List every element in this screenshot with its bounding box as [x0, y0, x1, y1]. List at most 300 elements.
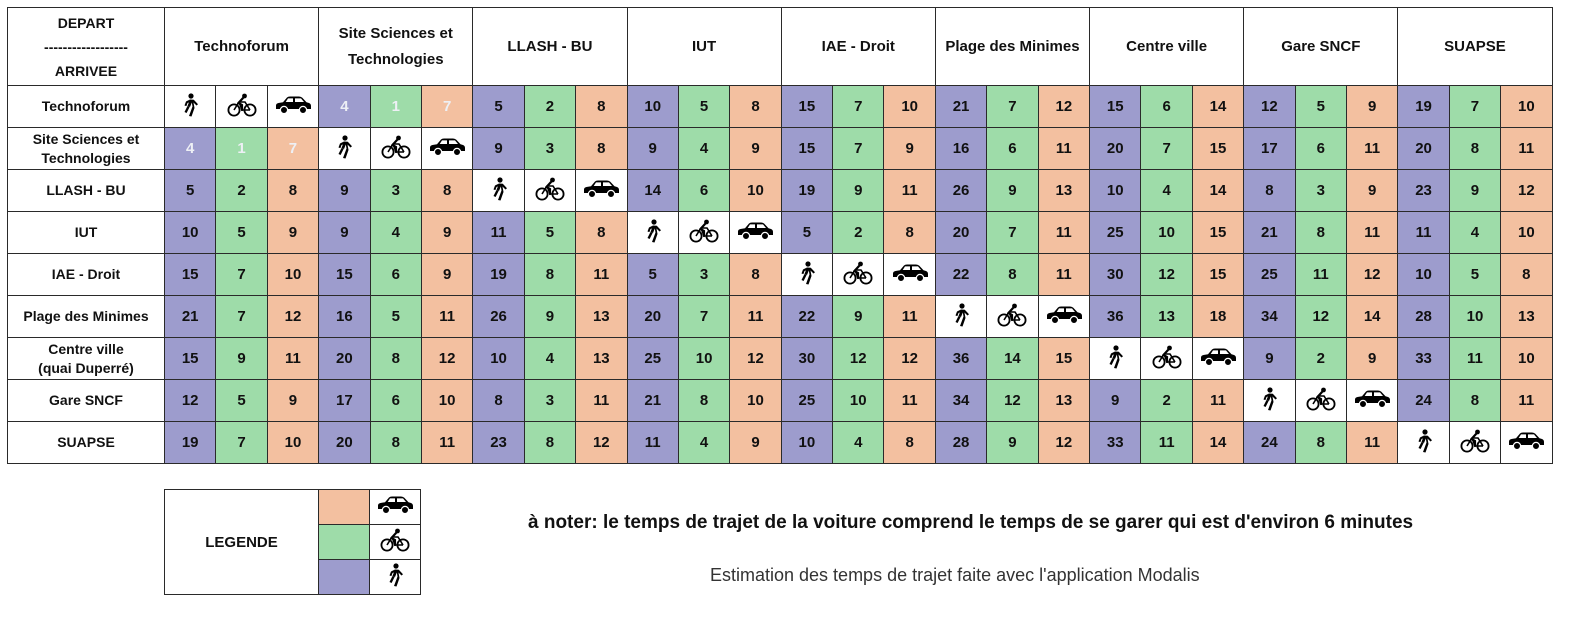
- time-cell-bike: 8: [524, 422, 575, 464]
- arrivee-label: ARRIVEE: [54, 62, 118, 79]
- time-cell-walk: 14: [627, 170, 678, 212]
- time-cell-walk: 8: [1244, 170, 1295, 212]
- time-cell-walk: 26: [473, 296, 524, 338]
- time-cell-bike: 6: [370, 254, 421, 296]
- time-cell-walk: 33: [1398, 338, 1449, 380]
- time-cell-bike: 8: [1295, 422, 1346, 464]
- time-cell-bike: 2: [524, 86, 575, 128]
- time-cell-bike: 9: [987, 422, 1038, 464]
- mode-icon-cell: [267, 86, 318, 128]
- time-cell-car: 11: [1192, 380, 1243, 422]
- parking-note: à noter: le temps de trajet de la voiture comprend le temps de se garer qui est d'environ 6 minutes: [528, 512, 1414, 533]
- time-cell-car: 11: [1346, 422, 1397, 464]
- time-cell-bike: 10: [1449, 296, 1500, 338]
- time-cell-bike: 7: [216, 296, 267, 338]
- time-cell-bike: 12: [1141, 254, 1192, 296]
- table-row: [8, 422, 1553, 464]
- time-cell-walk: 9: [319, 212, 370, 254]
- time-cell-walk: 21: [627, 380, 678, 422]
- arrivee-label: [8, 86, 165, 128]
- time-cell-walk: 15: [781, 86, 832, 128]
- arrivee-label-line: LLASH - BU: [46, 182, 126, 198]
- time-cell-bike: 7: [216, 254, 267, 296]
- time-cell-car: 14: [1192, 170, 1243, 212]
- time-cell-car: 9: [1346, 170, 1397, 212]
- arrivee-label-line: Centre ville: [48, 340, 124, 357]
- time-cell-bike: 7: [833, 86, 884, 128]
- car-icon: [1353, 389, 1391, 413]
- time-cell-car: 8: [576, 212, 627, 254]
- mode-icon-cell: [216, 86, 267, 128]
- table-row: [8, 296, 1553, 338]
- time-cell-walk: 8: [473, 380, 524, 422]
- time-cell-bike: 3: [370, 170, 421, 212]
- table-row: [8, 254, 1553, 296]
- time-cell-bike: 4: [833, 422, 884, 464]
- time-cell-car: 9: [421, 254, 472, 296]
- mode-icon-cell: [1141, 338, 1192, 380]
- time-cell-walk: 20: [1090, 128, 1141, 170]
- car-icon: [1507, 431, 1545, 455]
- time-cell-bike: 7: [1141, 128, 1192, 170]
- depart-header: IAE - Droit: [781, 8, 935, 86]
- time-cell-bike: 4: [370, 212, 421, 254]
- time-cell-car: 12: [576, 422, 627, 464]
- time-cell-bike: 11: [1295, 254, 1346, 296]
- mode-icon-cell: [1090, 338, 1141, 380]
- arrivee-label: [8, 128, 165, 170]
- time-cell-bike: 8: [678, 380, 729, 422]
- depart-header: IUT: [627, 8, 781, 86]
- time-cell-walk: 19: [1398, 86, 1449, 128]
- bicycle-icon: [227, 93, 257, 121]
- time-cell-bike: 5: [370, 296, 421, 338]
- time-cell-walk: 5: [473, 86, 524, 128]
- time-cell-walk: 19: [781, 170, 832, 212]
- time-cell-walk: 19: [473, 254, 524, 296]
- time-cell-car: 15: [1192, 212, 1243, 254]
- time-cell-car: 12: [1038, 422, 1089, 464]
- time-cell-walk: 15: [781, 128, 832, 170]
- time-cell-car: 11: [1038, 212, 1089, 254]
- legend-label: LEGENDE: [165, 490, 319, 595]
- time-cell-car: 14: [1192, 86, 1243, 128]
- time-cell-car: 11: [1346, 128, 1397, 170]
- time-cell-walk: 34: [1244, 296, 1295, 338]
- depart-header: Site Sciences et Technologies: [319, 8, 473, 86]
- time-cell-bike: 7: [833, 128, 884, 170]
- time-cell-walk: 15: [319, 254, 370, 296]
- time-cell-car: 11: [1038, 128, 1089, 170]
- time-cell-walk: 9: [627, 128, 678, 170]
- time-cell-bike: 6: [987, 128, 1038, 170]
- legend-icon-cell: [370, 490, 421, 525]
- depart-header: LLASH - BU: [473, 8, 627, 86]
- bicycle-icon: [535, 177, 565, 205]
- walking-person-icon: [490, 177, 508, 205]
- time-cell-car: 11: [421, 296, 472, 338]
- time-cell-car: 8: [267, 170, 318, 212]
- mode-icon-cell: [833, 254, 884, 296]
- time-cell-bike: 9: [524, 296, 575, 338]
- bicycle-icon: [381, 135, 411, 163]
- walking-person-icon: [1260, 387, 1278, 415]
- depart-header: Gare SNCF: [1244, 8, 1398, 86]
- mode-icon-cell: [1449, 422, 1500, 464]
- time-cell-car: 15: [1038, 338, 1089, 380]
- time-cell-bike: 11: [1141, 422, 1192, 464]
- time-cell-bike: 1: [370, 86, 421, 128]
- time-cell-walk: 28: [935, 422, 986, 464]
- time-cell-car: 9: [267, 380, 318, 422]
- time-cell-car: 8: [730, 86, 781, 128]
- walking-person-icon: [386, 563, 404, 592]
- time-cell-car: 8: [421, 170, 472, 212]
- time-cell-walk: 25: [1244, 254, 1295, 296]
- time-cell-bike: 6: [370, 380, 421, 422]
- mode-icon-cell: [473, 170, 524, 212]
- mode-icon-cell: [987, 296, 1038, 338]
- time-cell-bike: 11: [1449, 338, 1500, 380]
- separator: ------------------: [44, 38, 128, 55]
- car-icon: [891, 263, 929, 287]
- legend-icon-cell: [370, 525, 421, 560]
- arrivee-label-line: Technologies: [41, 149, 131, 166]
- time-cell-walk: 19: [165, 422, 216, 464]
- time-cell-bike: 2: [1295, 338, 1346, 380]
- car-icon: [274, 95, 312, 119]
- time-cell-walk: 36: [935, 338, 986, 380]
- time-cell-car: 8: [884, 212, 935, 254]
- bicycle-icon: [997, 303, 1027, 331]
- time-cell-bike: 7: [1449, 86, 1500, 128]
- time-cell-walk: 24: [1244, 422, 1295, 464]
- time-cell-car: 10: [1501, 212, 1552, 254]
- time-cell-bike: 7: [987, 86, 1038, 128]
- arrivee-label: [8, 338, 165, 380]
- mode-icon-cell: [1501, 422, 1552, 464]
- arrivee-label-line: Site Sciences et: [32, 130, 140, 147]
- time-cell-bike: 10: [678, 338, 729, 380]
- mode-icon-cell: [1398, 422, 1449, 464]
- mode-icon-cell: [1192, 338, 1243, 380]
- time-cell-walk: 25: [781, 380, 832, 422]
- mode-icon-cell: [576, 170, 627, 212]
- walking-person-icon: [798, 261, 816, 289]
- mode-icon-cell: [1295, 380, 1346, 422]
- time-cell-walk: 17: [319, 380, 370, 422]
- time-cell-walk: 22: [781, 296, 832, 338]
- arrivee-label: [8, 170, 165, 212]
- bicycle-icon: [380, 528, 410, 557]
- time-cell-walk: 10: [781, 422, 832, 464]
- time-cell-walk: 26: [935, 170, 986, 212]
- time-cell-bike: 5: [1295, 86, 1346, 128]
- arrivee-label: [8, 212, 165, 254]
- arrivee-label-line: IUT: [74, 224, 98, 240]
- time-cell-car: 11: [1346, 212, 1397, 254]
- legend-table: [164, 489, 421, 595]
- time-cell-car: 13: [576, 338, 627, 380]
- walking-person-icon: [1106, 345, 1124, 373]
- bicycle-icon: [1306, 387, 1336, 415]
- time-cell-bike: 5: [1449, 254, 1500, 296]
- time-cell-bike: 8: [1449, 128, 1500, 170]
- time-cell-walk: 17: [1244, 128, 1295, 170]
- time-cell-walk: 16: [935, 128, 986, 170]
- arrivee-label: [8, 380, 165, 422]
- time-cell-car: 12: [1346, 254, 1397, 296]
- time-cell-bike: 3: [524, 128, 575, 170]
- arrivee-label: [8, 422, 165, 464]
- time-cell-bike: 4: [524, 338, 575, 380]
- time-cell-bike: 10: [1141, 212, 1192, 254]
- time-cell-car: 11: [576, 380, 627, 422]
- arrivee-label-line: Technoforum: [41, 98, 131, 114]
- time-cell-car: 14: [1346, 296, 1397, 338]
- time-cell-car: 13: [1501, 296, 1552, 338]
- table-row: [8, 380, 1553, 422]
- time-cell-walk: 16: [319, 296, 370, 338]
- mode-icon-cell: [524, 170, 575, 212]
- time-cell-bike: 8: [1295, 212, 1346, 254]
- time-cell-car: 12: [1501, 170, 1552, 212]
- time-cell-car: 11: [1501, 380, 1552, 422]
- time-cell-car: 10: [421, 380, 472, 422]
- time-cell-car: 11: [884, 170, 935, 212]
- mode-icon-cell: [730, 212, 781, 254]
- time-cell-car: 8: [576, 86, 627, 128]
- time-cell-walk: 10: [473, 338, 524, 380]
- time-cell-walk: 20: [319, 422, 370, 464]
- bicycle-icon: [689, 219, 719, 247]
- time-cell-bike: 9: [216, 338, 267, 380]
- time-cell-car: 10: [267, 254, 318, 296]
- time-cell-car: 12: [730, 338, 781, 380]
- bicycle-icon: [843, 261, 873, 289]
- walking-person-icon: [1415, 429, 1433, 457]
- time-cell-bike: 14: [987, 338, 1038, 380]
- time-cell-walk: 9: [1090, 380, 1141, 422]
- time-cell-bike: 12: [833, 338, 884, 380]
- legend-swatch-car: [319, 490, 370, 525]
- time-cell-bike: 2: [216, 170, 267, 212]
- table-row: [8, 86, 1553, 128]
- time-cell-walk: 9: [319, 170, 370, 212]
- table-row: [8, 212, 1553, 254]
- time-cell-walk: 20: [1398, 128, 1449, 170]
- time-cell-car: 8: [1501, 254, 1552, 296]
- time-cell-walk: 20: [935, 212, 986, 254]
- time-cell-bike: 9: [833, 296, 884, 338]
- legend-icon-cell: [370, 560, 421, 595]
- time-cell-car: 18: [1192, 296, 1243, 338]
- time-cell-walk: 4: [165, 128, 216, 170]
- mode-icon-cell: [627, 212, 678, 254]
- table-row: [8, 338, 1553, 380]
- walking-person-icon: [335, 135, 353, 163]
- time-cell-walk: 10: [1090, 170, 1141, 212]
- time-cell-car: 9: [267, 212, 318, 254]
- time-cell-car: 9: [1346, 338, 1397, 380]
- mode-icon-cell: [935, 296, 986, 338]
- time-cell-walk: 25: [627, 338, 678, 380]
- mode-icon-cell: [421, 128, 472, 170]
- time-cell-walk: 10: [165, 212, 216, 254]
- time-cell-car: 11: [421, 422, 472, 464]
- time-cell-car: 9: [730, 422, 781, 464]
- time-cell-walk: 15: [1090, 86, 1141, 128]
- walking-person-icon: [181, 93, 199, 121]
- car-icon: [376, 495, 414, 520]
- time-cell-bike: 3: [1295, 170, 1346, 212]
- time-cell-car: 10: [1501, 86, 1552, 128]
- depart-header: SUAPSE: [1398, 8, 1552, 86]
- time-cell-bike: 8: [1449, 380, 1500, 422]
- time-cell-bike: 8: [524, 254, 575, 296]
- time-cell-car: 8: [730, 254, 781, 296]
- time-cell-car: 10: [1501, 338, 1552, 380]
- time-cell-walk: 24: [1398, 380, 1449, 422]
- time-cell-car: 10: [730, 170, 781, 212]
- mode-icon-cell: [319, 128, 370, 170]
- time-cell-car: 12: [421, 338, 472, 380]
- time-cell-walk: 21: [1244, 212, 1295, 254]
- time-cell-car: 13: [1038, 380, 1089, 422]
- time-cell-car: 9: [884, 128, 935, 170]
- table-row: [8, 170, 1553, 212]
- car-icon: [736, 221, 774, 245]
- time-cell-car: 14: [1192, 422, 1243, 464]
- time-cell-bike: 3: [524, 380, 575, 422]
- time-cell-walk: 5: [627, 254, 678, 296]
- time-cell-bike: 5: [216, 212, 267, 254]
- time-cell-car: 11: [1038, 254, 1089, 296]
- mode-icon-cell: [370, 128, 421, 170]
- mode-icon-cell: [884, 254, 935, 296]
- time-cell-walk: 33: [1090, 422, 1141, 464]
- arrivee-label-line: (quai Duperré): [38, 359, 134, 376]
- time-cell-walk: 4: [319, 86, 370, 128]
- time-cell-car: 15: [1192, 128, 1243, 170]
- bicycle-icon: [1152, 345, 1182, 373]
- time-cell-car: 10: [730, 380, 781, 422]
- time-cell-car: 7: [421, 86, 472, 128]
- legend-row: [165, 490, 421, 525]
- time-cell-car: 9: [1346, 86, 1397, 128]
- time-cell-walk: 21: [935, 86, 986, 128]
- depart-label: DEPART: [57, 14, 115, 31]
- time-cell-walk: 9: [1244, 338, 1295, 380]
- time-cell-bike: 4: [1449, 212, 1500, 254]
- walking-person-icon: [644, 219, 662, 247]
- arrivee-label: [8, 254, 165, 296]
- time-cell-walk: 11: [473, 212, 524, 254]
- walking-person-icon: [952, 303, 970, 331]
- time-cell-walk: 30: [1090, 254, 1141, 296]
- mode-icon-cell: [165, 86, 216, 128]
- time-cell-walk: 15: [165, 254, 216, 296]
- table-row: [8, 128, 1553, 170]
- time-cell-car: 12: [1038, 86, 1089, 128]
- time-cell-bike: 6: [1295, 128, 1346, 170]
- time-cell-bike: 7: [678, 296, 729, 338]
- time-cell-walk: 21: [165, 296, 216, 338]
- time-cell-bike: 7: [216, 422, 267, 464]
- time-cell-walk: 9: [473, 128, 524, 170]
- time-cell-walk: 25: [1090, 212, 1141, 254]
- time-cell-car: 12: [267, 296, 318, 338]
- time-cell-car: 13: [1038, 170, 1089, 212]
- arrivee-label-line: Gare SNCF: [49, 392, 123, 408]
- time-cell-walk: 12: [165, 380, 216, 422]
- time-cell-bike: 9: [987, 170, 1038, 212]
- legend-swatch-walk: [319, 560, 370, 595]
- arrivee-label-line: Plage des Minimes: [23, 308, 149, 324]
- time-cell-car: 8: [884, 422, 935, 464]
- time-cell-bike: 5: [678, 86, 729, 128]
- depart-header: Centre ville: [1090, 8, 1244, 86]
- time-cell-walk: 11: [1398, 212, 1449, 254]
- source-note: Estimation des temps de trajet faite avec l'application Modalis: [710, 565, 1200, 585]
- car-icon: [1199, 347, 1237, 371]
- time-cell-bike: 5: [216, 380, 267, 422]
- bicycle-icon: [1460, 429, 1490, 457]
- time-cell-walk: 28: [1398, 296, 1449, 338]
- time-cell-walk: 22: [935, 254, 986, 296]
- depart-header: Technoforum: [165, 8, 319, 86]
- time-cell-bike: 6: [1141, 86, 1192, 128]
- mode-icon-cell: [1038, 296, 1089, 338]
- time-cell-walk: 15: [165, 338, 216, 380]
- time-cell-car: 10: [267, 422, 318, 464]
- time-cell-bike: 8: [370, 422, 421, 464]
- time-cell-bike: 9: [1449, 170, 1500, 212]
- time-cell-walk: 12: [1244, 86, 1295, 128]
- time-cell-car: 13: [576, 296, 627, 338]
- time-cell-walk: 34: [935, 380, 986, 422]
- time-cell-bike: 4: [678, 128, 729, 170]
- arrivee-label: [8, 296, 165, 338]
- time-cell-walk: 11: [627, 422, 678, 464]
- time-cell-bike: 8: [987, 254, 1038, 296]
- time-cell-car: 11: [884, 380, 935, 422]
- time-cell-car: 10: [884, 86, 935, 128]
- time-cell-bike: 2: [833, 212, 884, 254]
- travel-time-matrix: [7, 7, 1553, 464]
- time-cell-bike: 9: [833, 170, 884, 212]
- car-icon: [1045, 305, 1083, 329]
- time-cell-walk: 5: [165, 170, 216, 212]
- time-cell-bike: 3: [678, 254, 729, 296]
- time-cell-car: 9: [730, 128, 781, 170]
- arrivee-label-line: SUAPSE: [57, 434, 115, 450]
- time-cell-bike: 5: [524, 212, 575, 254]
- time-cell-car: 11: [1501, 128, 1552, 170]
- depart-header: Plage des Minimes: [935, 8, 1089, 86]
- time-cell-bike: 4: [678, 422, 729, 464]
- time-cell-bike: 10: [833, 380, 884, 422]
- depart-arrivee-header: [8, 8, 165, 86]
- time-cell-car: 11: [267, 338, 318, 380]
- mode-icon-cell: [781, 254, 832, 296]
- time-cell-car: 15: [1192, 254, 1243, 296]
- time-cell-car: 9: [421, 212, 472, 254]
- time-cell-bike: 12: [987, 380, 1038, 422]
- time-cell-walk: 10: [1398, 254, 1449, 296]
- time-cell-car: 11: [884, 296, 935, 338]
- time-cell-bike: 6: [678, 170, 729, 212]
